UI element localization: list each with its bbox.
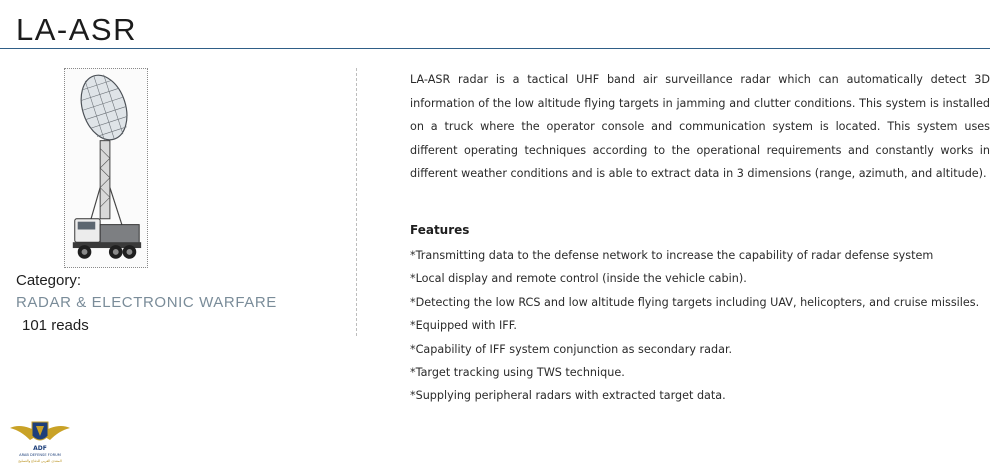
category-link[interactable]: RADAR & ELECTRONIC WARFARE — [16, 294, 277, 311]
category-label: Category: — [16, 272, 82, 289]
product-description: LA-ASR radar is a tactical UHF band air surveillance radar which can automatically detect 3D information of the low altitude flying targets in jamming and clutter conditions. This system is installed on a truck where the operator console and communication system is located. This system uses different operating techniques according to the operational requirements and constantly works in different weather conditions and is able to extract data in 3 dimensions (range, azimuth, and altitude). — [410, 73, 990, 181]
watermark-logo — [8, 412, 72, 464]
svg-text:المنتدى العربي للدفاع والتسليح: المنتدى العربي للدفاع والتسليح — [18, 459, 62, 463]
product-image[interactable] — [64, 68, 148, 268]
svg-text:ADF: ADF — [33, 445, 47, 452]
radar-truck-picture — [65, 69, 147, 267]
feature-item: *Transmitting data to the defense network to increase the capability of radar defense system — [410, 249, 934, 262]
feature-item: *Target tracking using TWS technique. — [410, 366, 625, 380]
page-title: LA-ASR — [16, 12, 137, 47]
feature-item: *Detecting the low RCS and low altitude flying targets including UAV, helicopters, and cruise missiles. — [410, 295, 980, 309]
column-divider — [356, 68, 357, 336]
feature-item: *Supplying peripheral radars with extracted target data. — [410, 389, 726, 403]
features-heading: Features — [410, 223, 470, 237]
feature-item: *Capability of IFF system conjunction as secondary radar. — [410, 342, 733, 356]
title-divider — [0, 48, 990, 49]
eagle-emblem-icon — [8, 412, 72, 464]
svg-text:ARAB DEFENSE FORUM: ARAB DEFENSE FORUM — [19, 453, 61, 457]
feature-item: *Local display and remote control (inside the vehicle cabin). — [410, 272, 747, 286]
features-list — [410, 244, 995, 408]
reads-count: 101 reads — [22, 317, 89, 334]
feature-item: *Equipped with IFF. — [410, 319, 517, 333]
